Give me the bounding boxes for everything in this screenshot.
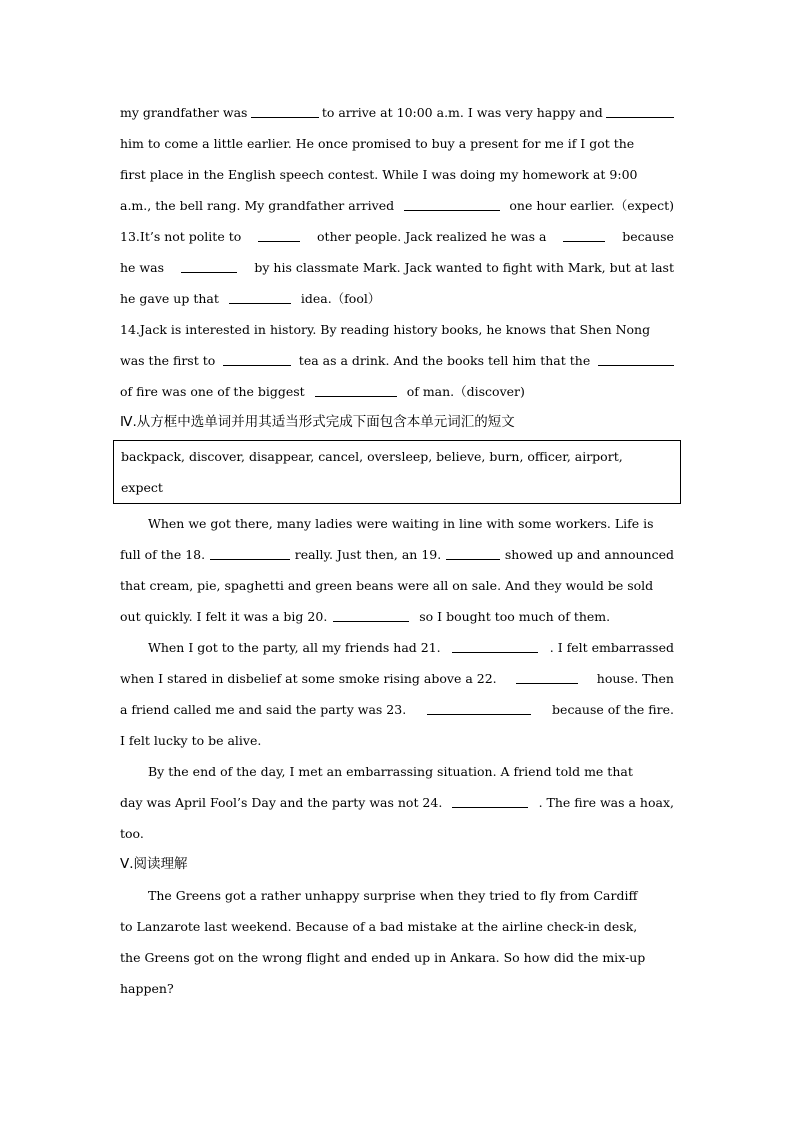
text-line xyxy=(120,128,674,159)
line-segment: happen? xyxy=(120,981,174,996)
line-segment: full of the 18. xyxy=(120,547,206,562)
answer-blank[interactable] xyxy=(251,116,319,118)
paragraph-line xyxy=(120,570,674,601)
line-segment: By the end of the day, I met an embarrassing situation. A friend told me that xyxy=(148,764,633,779)
answer-blank[interactable] xyxy=(404,209,500,211)
blank-24[interactable] xyxy=(452,806,528,808)
line-segment: The Greens got a rather unhappy surprise when they tried to fly from Cardiff xyxy=(148,888,638,903)
line-segment: one hour earlier.（expect) xyxy=(509,198,674,213)
section-four-passage xyxy=(120,508,674,849)
line-segment: when I stared in disbelief at some smoke rising above a 22. xyxy=(120,671,497,686)
page-content xyxy=(120,97,674,1004)
line-segment: to Lanzarote last weekend. Because of a bad mistake at the airline check-in desk, xyxy=(120,919,638,934)
line-segment: that cream, pie, spaghetti and green beans were all on sale. And they would be sold xyxy=(120,578,654,593)
line-segment: too. xyxy=(120,826,144,841)
paragraph-line xyxy=(120,756,674,787)
paragraph-line xyxy=(120,601,674,632)
blank-20[interactable] xyxy=(333,620,409,622)
text-line xyxy=(120,190,674,221)
paragraph-line xyxy=(120,663,674,694)
blank-19[interactable] xyxy=(446,558,500,560)
section-five-passage xyxy=(120,880,674,1004)
answer-blank[interactable] xyxy=(258,240,300,242)
text-line xyxy=(120,283,674,314)
answer-blank[interactable] xyxy=(315,395,397,397)
line-segment: showed up and announced xyxy=(504,547,674,562)
paragraph-line xyxy=(120,973,674,1004)
text-line xyxy=(120,97,674,128)
paragraph-line xyxy=(120,787,674,818)
line-segment: a friend called me and said the party was 23. xyxy=(120,702,407,717)
answer-blank[interactable] xyxy=(223,364,291,366)
question-13-line xyxy=(120,221,674,252)
paragraph-line xyxy=(120,632,674,663)
line-segment: of fire was one of the biggest xyxy=(120,384,305,399)
blank-21[interactable] xyxy=(452,651,538,653)
paragraph-line xyxy=(120,539,674,570)
line-segment: my grandfather was xyxy=(120,105,248,120)
line-segment: . The fire was a hoax, xyxy=(538,795,674,810)
line-segment: so I bought too much of them. xyxy=(419,609,611,624)
line-segment: out quickly. I felt it was a big 20. xyxy=(120,609,328,624)
line-segment: of man.（discover) xyxy=(406,384,525,399)
line-segment: 13.It’s not polite to xyxy=(120,229,242,244)
blank-22[interactable] xyxy=(516,682,578,684)
paragraph-line xyxy=(120,911,674,942)
text-line xyxy=(120,252,674,283)
line-segment: he was xyxy=(120,260,164,275)
line-segment: him to come a little earlier. He once promised to buy a present for me if I got the xyxy=(120,136,635,151)
line-segment: the Greens got on the wrong flight and ended up in Ankara. So how did the mix-up xyxy=(120,950,646,965)
section-four-heading: Ⅳ.从方框中选单词并用其适当形式完成下面包含本单元词汇的短文 xyxy=(120,414,515,430)
text-line xyxy=(120,376,674,407)
answer-blank[interactable] xyxy=(598,364,674,366)
line-segment: idea.（fool） xyxy=(300,291,381,306)
word-box-line xyxy=(121,472,680,503)
line-segment: to arrive at 10:00 a.m. I was very happy and xyxy=(321,105,603,120)
line-segment: was the first to xyxy=(120,353,216,368)
line-segment: day was April Fool’s Day and the party was not 24. xyxy=(120,795,443,810)
line-segment: because of the fire. xyxy=(552,702,674,717)
blank-23[interactable] xyxy=(427,713,531,715)
paragraph-line xyxy=(120,818,674,849)
line-segment: by his classmate Mark. Jack wanted to fight with Mark, but at last xyxy=(254,260,674,275)
section-three-continued xyxy=(120,97,674,407)
paragraph-line xyxy=(120,880,674,911)
line-segment: he gave up that xyxy=(120,291,219,306)
paragraph-line xyxy=(120,694,674,725)
line-segment: 14.Jack is interested in history. By reading history books, he knows that Shen Nong xyxy=(120,322,651,337)
section-five-heading: Ⅴ.阅读理解 xyxy=(120,856,188,872)
text-line xyxy=(120,345,674,376)
line-segment: I felt lucky to be alive. xyxy=(120,733,262,748)
answer-blank[interactable] xyxy=(606,116,674,118)
paragraph-line xyxy=(120,942,674,973)
word-box xyxy=(113,440,681,504)
line-segment: a.m., the bell rang. My grandfather arrived xyxy=(120,198,395,213)
word-list: backpack, discover, disappear, cancel, oversleep, believe, burn, officer, airport, xyxy=(121,449,623,464)
line-segment: When I got to the party, all my friends had 21. xyxy=(148,640,441,655)
line-segment: tea as a drink. And the books tell him that the xyxy=(298,353,591,368)
answer-blank[interactable] xyxy=(229,302,291,304)
word-box-line xyxy=(121,441,680,472)
line-segment: . I felt embarrassed xyxy=(549,640,674,655)
word-list: expect xyxy=(121,480,163,495)
line-segment: first place in the English speech contest. While I was doing my homework at 9:00 xyxy=(120,167,638,182)
question-14-line xyxy=(120,314,674,345)
line-segment: because xyxy=(622,229,674,244)
line-segment: other people. Jack realized he was a xyxy=(317,229,547,244)
line-segment: house. Then xyxy=(596,671,674,686)
blank-18[interactable] xyxy=(210,558,290,560)
answer-blank[interactable] xyxy=(563,240,605,242)
answer-blank[interactable] xyxy=(181,271,237,273)
line-segment: really. Just then, an 19. xyxy=(294,547,442,562)
paragraph-line xyxy=(120,508,674,539)
paragraph-line xyxy=(120,725,674,756)
line-segment: When we got there, many ladies were waiting in line with some workers. Life is xyxy=(148,516,654,531)
text-line xyxy=(120,159,674,190)
